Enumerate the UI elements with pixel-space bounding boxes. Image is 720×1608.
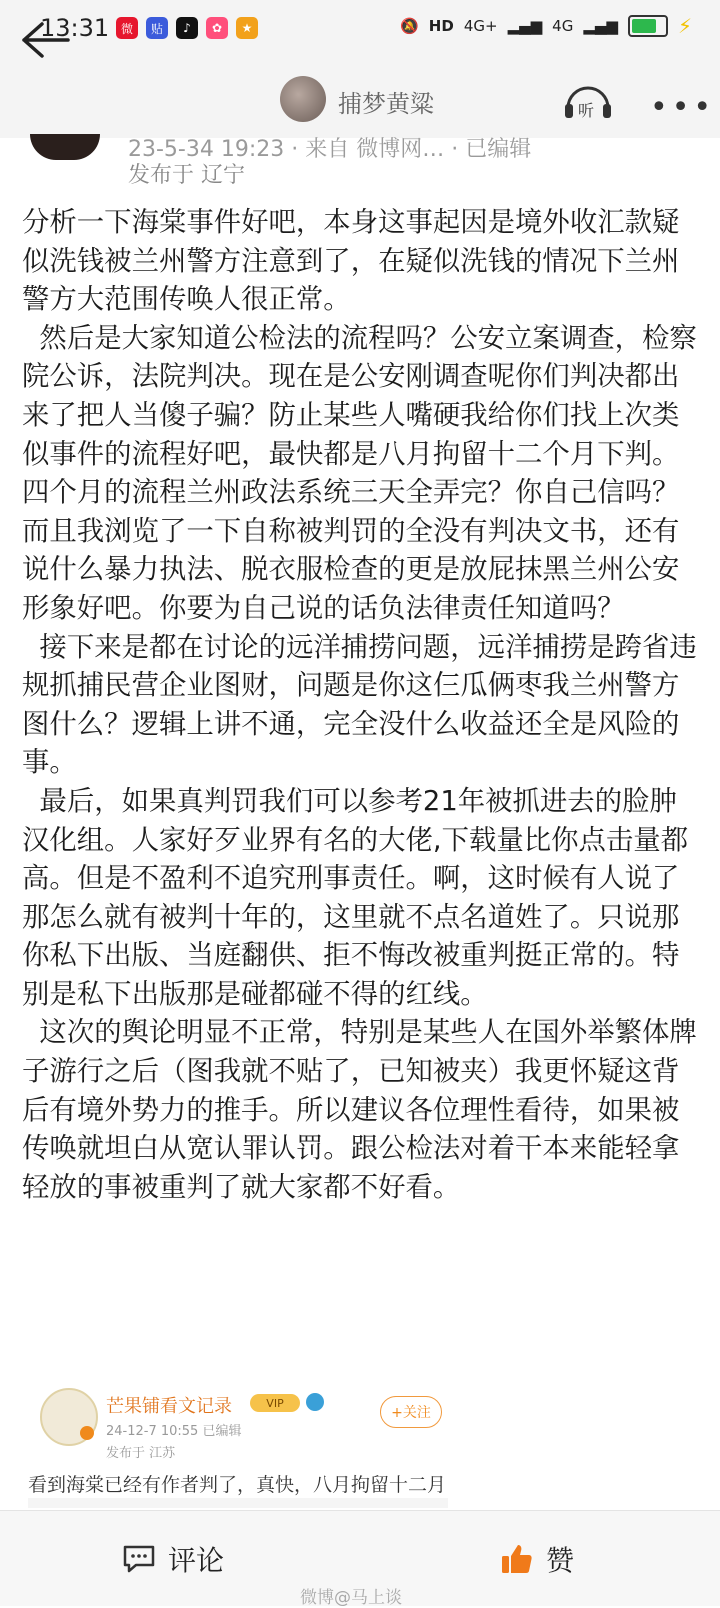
- hd-label: HD: [428, 17, 454, 35]
- watermark: 微博@马上谈: [300, 1588, 402, 1608]
- signal-icon: ▂▄▆: [507, 17, 543, 35]
- bottom-action-bar: [0, 1510, 720, 1606]
- network-label-2: 4G: [552, 17, 574, 35]
- tiktok-icon: ♪: [176, 17, 198, 39]
- game-icon: ★: [236, 17, 258, 39]
- embedded-timestamp: 24-12-7 10:55 已编辑: [106, 1424, 242, 1439]
- author-avatar-partial: [30, 134, 100, 160]
- like-button[interactable]: [500, 1539, 574, 1579]
- battery-icon: [628, 15, 668, 37]
- page-title[interactable]: 捕梦黄粱: [338, 90, 434, 118]
- more-options-icon[interactable]: •••: [650, 90, 716, 125]
- post-meta: [0, 138, 720, 188]
- embedded-post-image[interactable]: [24, 1388, 704, 1508]
- embedded-text: 看到海棠已经有作者判了，真快，八月拘留十二月: [28, 1474, 447, 1496]
- status-bar: [0, 0, 720, 58]
- charging-icon: ⚡: [677, 14, 692, 38]
- author-avatar[interactable]: [280, 76, 326, 122]
- verified-badge-icon: [80, 1426, 94, 1440]
- post-location: 发布于 辽宁: [128, 163, 245, 188]
- paragraph: 接下来是都在讨论的远洋捕捞问题，远洋捕捞是跨省违规抓捕民营企业图财，问题是你这仨瓜俩枣我兰州警方图什么？逻辑上讲不通，完全没什么收益还全是风险的事。: [22, 631, 697, 779]
- paragraph: 这次的舆论明显不正常，特别是某些人在国外举繁体牌子游行之后（图我就不贴了，已知被夹）我更怀疑这背后有境外势力的推手。所以建议各位理性看待，如果被传唤就坦白从宽认罪认罚。跟公检法对着干本来能轻拿轻放的事被重判了就大家都不好看。: [22, 1017, 697, 1203]
- embedded-location: 发布于 江苏: [106, 1446, 176, 1461]
- post-timestamp: 23-5-34 19:23 · 来自 微博网… · 已编辑: [128, 137, 532, 162]
- back-arrow-icon[interactable]: [18, 20, 72, 60]
- vip-badge-icon: VIP: [250, 1394, 300, 1412]
- listen-icon[interactable]: [562, 78, 614, 122]
- signal-icon-2: ▂▄▆: [583, 17, 618, 35]
- thumbs-up-icon: [500, 1543, 534, 1575]
- paragraph: 最后，如果真判罚我们可以参考21年被抓进去的脸肿汉化组。人家好歹业界有名的大佬,下载量比你点击量都高。但是不盈利不追究刑事责任。啊，这时候有人说了那怎么就有被判十年的，这里就不点名道姓了。只说那你私下出版、当庭翻供、拒不悔改被重判挺正常的。特别是私下出版那是碰都碰不得的红线。: [22, 785, 689, 1010]
- shopping-icon: ✿: [206, 17, 228, 39]
- baidu-tieba-icon: 贴: [146, 17, 168, 39]
- embedded-cutoff: [28, 1498, 448, 1508]
- clock: 13:31: [40, 14, 110, 42]
- mute-icon: 🔕: [400, 17, 419, 35]
- svg-text:听: 听: [578, 101, 595, 120]
- notification-icons: [116, 17, 258, 39]
- comment-label: 评论: [168, 1544, 225, 1577]
- system-icons: [400, 14, 692, 38]
- follow-button: +关注: [380, 1396, 442, 1428]
- like-label: 赞: [546, 1544, 575, 1577]
- paragraph: 分析一下海棠事件好吧，本身这事起因是境外收汇款疑似洗钱被兰州警方注意到了，在疑似洗钱的情况下兰州警方大范围传唤人很正常。: [22, 207, 680, 316]
- network-label-1: 4G+: [463, 17, 498, 35]
- paragraph: 然后是大家知道公检法的流程吗？公安立案调查，检察院公诉，法院判决。现在是公安刚调查呢你们判决都出来了把人当傻子骗？防止某些人嘴硬我给你们找上次类似事件的流程好吧，最快都是八月拘留十二个月下判。四个月的流程兰州政法系统三天全弄完？你自己信吗？而且我浏览了一下自称被判罚的全没有判决文书，还有说什么暴力执法、脱衣服检查的更是放屁抹黑兰州公安形象好吧。你要为自己说的话负法律责任知道吗？: [22, 322, 697, 624]
- embedded-author-name: 芒果铺看文记录: [106, 1396, 232, 1417]
- comment-button[interactable]: [122, 1539, 224, 1579]
- verify-icon: [306, 1393, 324, 1411]
- comment-icon: [122, 1544, 156, 1574]
- weibo-icon: 微: [116, 17, 138, 39]
- post-content: [22, 204, 702, 1207]
